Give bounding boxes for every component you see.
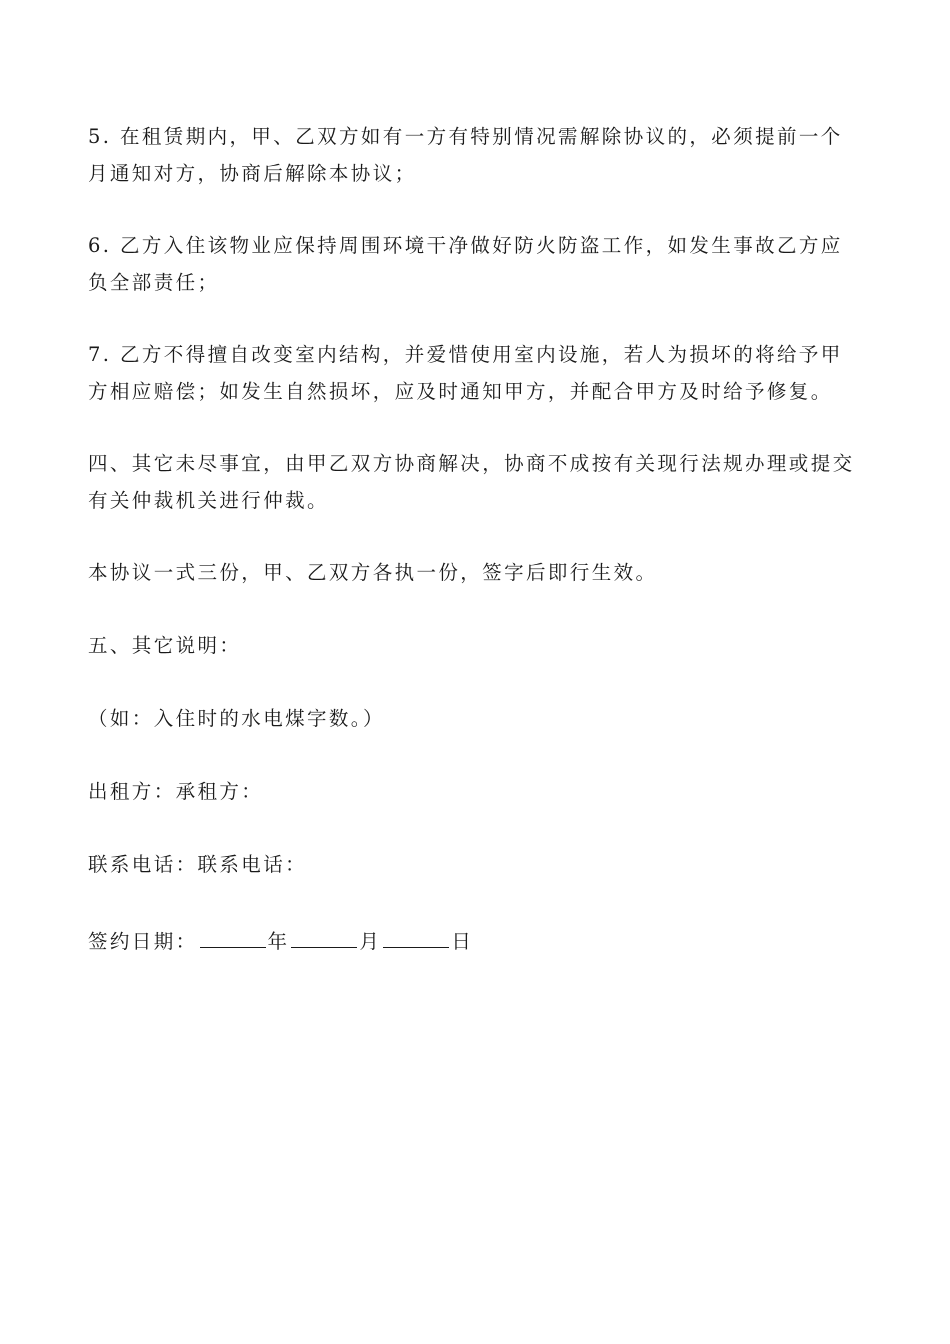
phone-line: 联系电话：联系电话： xyxy=(88,853,308,876)
parties-line: 出租方：承租方： xyxy=(88,780,264,803)
section-4: 四、其它未尽事宜，由甲乙双方协商解决，协商不成按有关现行法规办理或提交有关仲裁机关进行仲裁。 xyxy=(88,452,855,512)
copies-statement: 本协议一式三份，甲、乙双方各执一份，签字后即行生效。 xyxy=(88,561,658,584)
month-blank xyxy=(291,919,357,948)
clause-7: 7. 乙方不得擅自改变室内结构，并爱惜使用室内设施，若人为损坏的将给予甲方相应赔偿；如发生自然损坏，应及时通知甲方，并配合甲方及时给予修复。 xyxy=(88,343,843,403)
signing-date-label: 签约日期： xyxy=(88,930,198,953)
year-blank xyxy=(200,919,266,948)
month-suffix: 月 xyxy=(359,930,382,953)
document-body xyxy=(88,118,864,996)
section-5-note: （如：入住时的水电煤字数。） xyxy=(88,707,385,730)
signing-date-line xyxy=(88,919,864,960)
clause-6: 6. 乙方入住该物业应保持周围环境干净做好防火防盗工作，如发生事故乙方应负全部责任； xyxy=(88,234,843,294)
section-5-heading: 五、其它说明： xyxy=(88,634,242,657)
day-blank xyxy=(383,919,449,948)
day-suffix: 日 xyxy=(451,930,474,953)
clause-5: 5. 在租赁期内，甲、乙双方如有一方有特别情况需解除协议的，必须提前一个月通知对方，协商后解除本协议； xyxy=(88,125,843,185)
year-suffix: 年 xyxy=(267,930,290,953)
